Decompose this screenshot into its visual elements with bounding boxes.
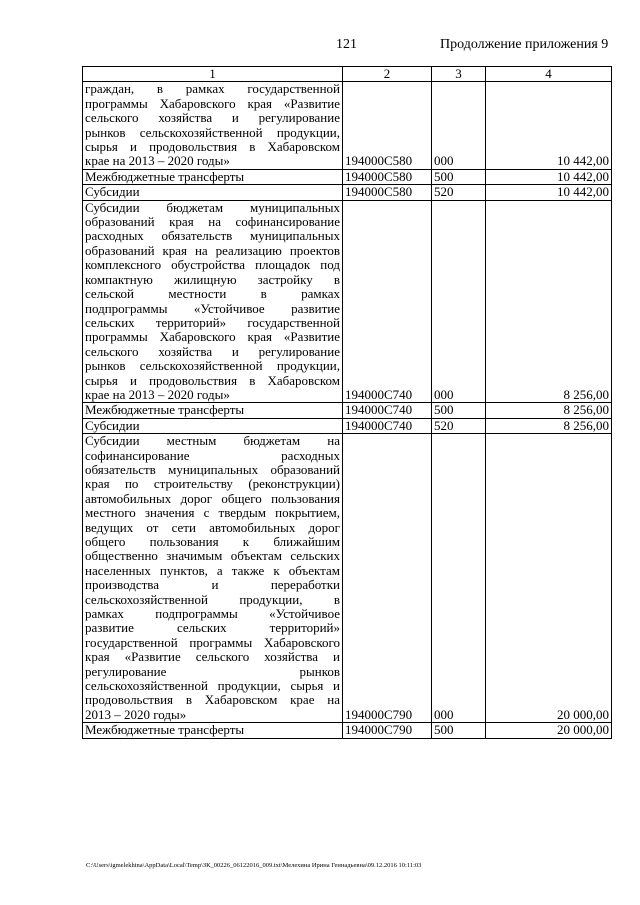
description-line: рынков сельскохозяйственной продукции, [85, 358, 340, 374]
row-description [83, 403, 343, 418]
table-row [83, 82, 612, 169]
description-line: края «Развитие сельского хозяйства и [85, 649, 340, 665]
target-article-code: 194000С580 [343, 185, 432, 200]
budget-table [82, 66, 612, 739]
description-line: компактную жилищную застройку в [85, 271, 340, 287]
description-line: сельскохозяйственной продукции, в [85, 591, 340, 607]
amount-value: 10 442,00 [486, 169, 612, 184]
description-line: регулирование рынков [85, 663, 340, 679]
description-line: Субсидии [85, 184, 140, 200]
row-description [83, 418, 343, 433]
description-line: местного значения с твердым покрытием, [85, 505, 340, 521]
expense-type-code: 520 [432, 185, 486, 200]
target-article-code: 194000С580 [343, 82, 432, 169]
description-line: образований края на софинансирование [85, 214, 340, 230]
expense-type-code: 000 [432, 200, 486, 403]
amount-value: 8 256,00 [486, 403, 612, 418]
amount-value: 10 442,00 [486, 185, 612, 200]
description-line: обязательств муниципальных образований [85, 461, 340, 477]
expense-type-code: 500 [432, 403, 486, 418]
target-article-code: 194000С740 [343, 200, 432, 403]
description-line: программы Хабаровского края «Развитие [85, 95, 340, 111]
description-line: сырья и продовольствия в Хабаровском [85, 139, 340, 155]
description-line: производства и переработки [85, 577, 340, 593]
target-article-code: 194000С790 [343, 434, 432, 723]
target-article-code: 194000С740 [343, 418, 432, 433]
description-line: сельскохозяйственной продукции, сырья и [85, 678, 340, 694]
description-line: 2013 – 2020 годы» [85, 706, 187, 722]
description-line: граждан, в рамках государственной [85, 81, 340, 97]
description-line: сельского хозяйства и регулирование [85, 110, 340, 126]
table-row [83, 434, 612, 723]
appendix-continuation-label: Продолжение приложения 9 [440, 37, 609, 52]
row-description [83, 434, 343, 723]
description-line: Межбюджетные трансферты [85, 168, 245, 184]
description-line: Межбюджетные трансферты [85, 722, 245, 738]
column-header-1: 1 [83, 67, 343, 82]
description-line: развитие сельских территорий» [85, 620, 340, 636]
description-line: софинансирование расходных [85, 447, 340, 463]
table-row [83, 185, 612, 200]
amount-value: 20 000,00 [486, 723, 612, 738]
description-line: программы Хабаровского края «Развитие [85, 329, 340, 345]
row-description [83, 185, 343, 200]
amount-value: 20 000,00 [486, 434, 612, 723]
column-header-4: 4 [486, 67, 612, 82]
description-line: населенных пунктов, а также к объектам [85, 562, 340, 578]
table-row [83, 169, 612, 184]
description-line: Межбюджетные трансферты [85, 402, 245, 418]
expense-type-code: 500 [432, 723, 486, 738]
expense-type-code: 000 [432, 434, 486, 723]
column-header-2: 2 [343, 67, 432, 82]
description-line: ведущих от сети автомобильных дорог [85, 519, 340, 535]
description-line: сырья и продовольствия в Хабаровском [85, 372, 340, 388]
description-line: подпрограммы «Устойчивое развитие [85, 300, 340, 316]
amount-value: 8 256,00 [486, 200, 612, 403]
description-line: рынков сельскохозяйственной продукции, [85, 124, 340, 140]
expense-type-code: 520 [432, 418, 486, 433]
amount-value: 8 256,00 [486, 418, 612, 433]
description-line: сельского хозяйства и регулирование [85, 343, 340, 359]
row-description [83, 169, 343, 184]
description-line: общего пользования к ближайшим [85, 534, 340, 549]
description-line: продовольствия в Хабаровском крае на [85, 692, 340, 708]
description-line: Субсидии [85, 417, 140, 433]
description-line: крае на 2013 – 2020 годы» [85, 386, 230, 402]
description-line: Субсидии бюджетам муниципальных [85, 199, 340, 215]
description-line: крае на 2013 – 2020 годы» [85, 153, 230, 169]
description-line: общественно значимым объектам сельских [85, 548, 340, 564]
description-line: комплексного обустройства площадок под [85, 257, 340, 273]
table-row [83, 418, 612, 433]
description-line: рамках подпрограммы «Устойчивое [85, 606, 340, 622]
row-description [83, 723, 343, 738]
expense-type-code: 000 [432, 82, 486, 169]
table-body [83, 82, 612, 738]
table-row [83, 403, 612, 418]
row-description [83, 200, 343, 403]
row-description [83, 82, 343, 169]
description-line: Субсидии местным бюджетам на [85, 433, 340, 449]
target-article-code: 194000С580 [343, 169, 432, 184]
expense-type-code: 500 [432, 169, 486, 184]
target-article-code: 194000С740 [343, 403, 432, 418]
amount-value: 10 442,00 [486, 82, 612, 169]
column-header-3: 3 [432, 67, 486, 82]
description-line: сельских территорий» государственной [85, 314, 340, 330]
file-path-footer: C:\Users\igmelekhina\AppData\Local\Temp\ЗК_00226_06122016_009.txt\Мелехина Ирина Геннадьевна\09.12.2016 10:11:03 [86, 862, 422, 869]
description-line: автомобильных дорог общего пользования [85, 490, 340, 506]
target-article-code: 194000С790 [343, 723, 432, 738]
description-line: сельской местности в рамках [85, 286, 340, 302]
table-row [83, 723, 612, 738]
table-row [83, 200, 612, 403]
description-line: края по строительству (реконструкции) [85, 476, 340, 492]
description-line: образований края на реализацию проектов [85, 242, 340, 258]
page-number: 121 [336, 37, 357, 52]
description-line: государственной программы Хабаровского [85, 634, 340, 650]
table-header-row [83, 67, 612, 82]
description-line: расходных обязательств муниципальных [85, 228, 340, 244]
